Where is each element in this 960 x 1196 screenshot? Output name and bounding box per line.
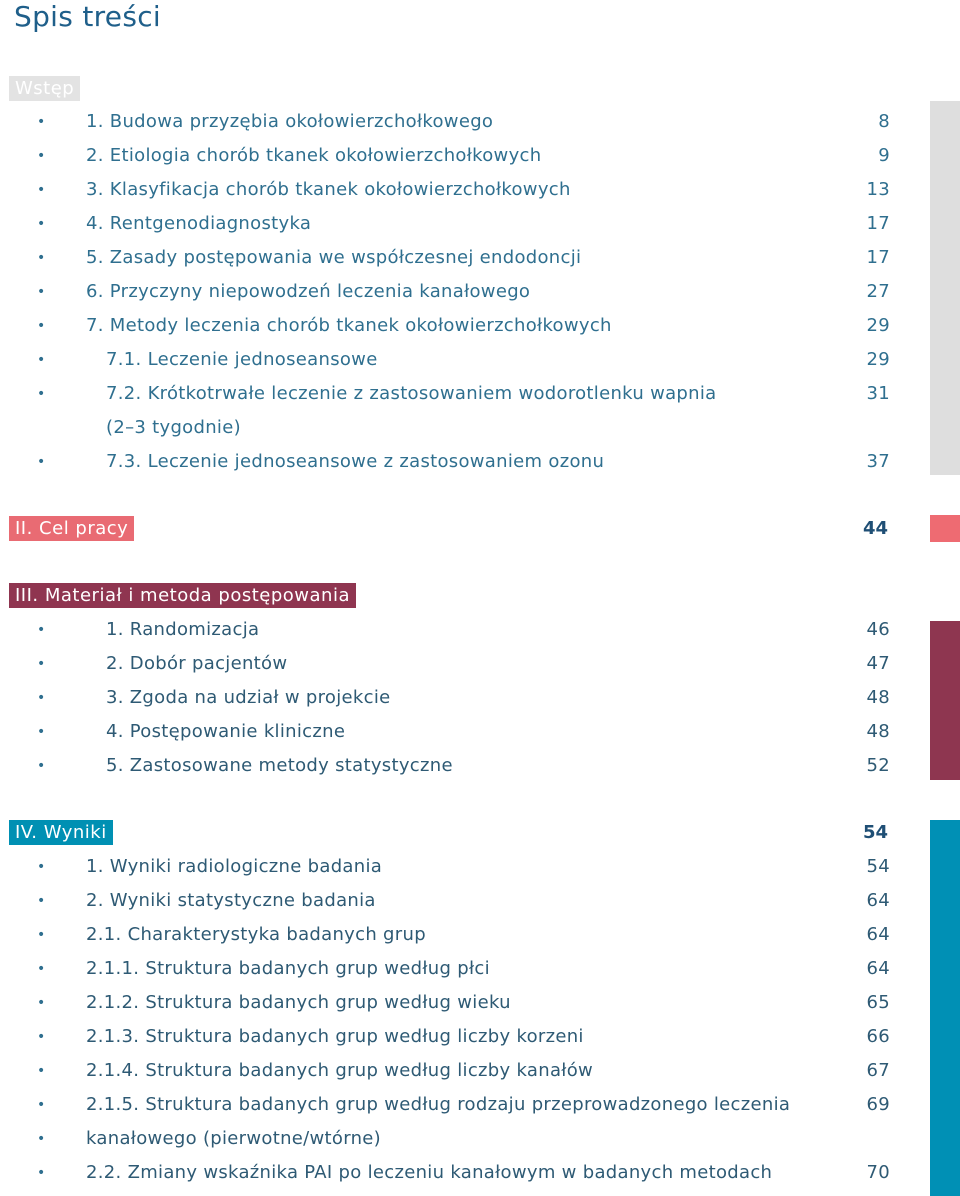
toc-entry[interactable] (0, 451, 890, 481)
toc-entry[interactable] (0, 1128, 890, 1158)
toc-entry-page: 64 (866, 958, 890, 979)
toc-entry-page: 66 (866, 1026, 890, 1047)
toc-entry[interactable] (0, 890, 890, 920)
section-page-cel: 44 (862, 518, 888, 539)
section-label-wyniki[interactable]: IV. Wyniki (9, 820, 113, 845)
toc-entry[interactable] (0, 1060, 890, 1090)
toc-entry-continuation (0, 417, 890, 447)
toc-entry-title: 2.1.5. Struktura badanych grup według rodzaju przeprowadzonego leczenia (86, 1094, 791, 1115)
toc-entry[interactable] (0, 281, 890, 311)
section-label-intro[interactable]: Wstęp (9, 76, 80, 101)
toc-entry[interactable] (0, 619, 890, 649)
bullet-icon: • (37, 148, 46, 164)
toc-entry[interactable] (0, 721, 890, 751)
toc-entry-page: 65 (866, 992, 890, 1013)
bullet-icon: • (37, 284, 46, 300)
toc-entry-page: 8 (878, 111, 890, 132)
toc-entry-page: 48 (866, 721, 890, 742)
toc-entry[interactable] (0, 1162, 890, 1192)
bullet-icon: • (37, 454, 46, 470)
toc-entry-title: 2.1. Charakterystyka badanych grup (86, 924, 426, 945)
toc-entry-title: 7.3. Leczenie jednoseansowe z zastosowaniem ozonu (106, 451, 605, 472)
toc-entry[interactable] (0, 1026, 890, 1056)
toc-entry-title: 1. Randomizacja (106, 619, 260, 640)
bullet-icon: • (37, 352, 46, 368)
bullet-icon: • (37, 1165, 46, 1181)
toc-entry-page: 29 (866, 349, 890, 370)
toc-entry-title: 3. Zgoda na udział w projekcie (106, 687, 391, 708)
toc-entry[interactable] (0, 247, 890, 277)
toc-entry-page: 46 (866, 619, 890, 640)
bullet-icon: • (37, 859, 46, 875)
bullet-icon: • (37, 1131, 46, 1147)
section-label-cel[interactable]: II. Cel pracy (9, 516, 134, 541)
toc-entry-page: 13 (866, 179, 890, 200)
toc-entry[interactable] (0, 111, 890, 141)
toc-entry[interactable] (0, 349, 890, 379)
bullet-icon: • (37, 318, 46, 334)
toc-entry[interactable] (0, 924, 890, 954)
toc-entry-title: 5. Zastosowane metody statystyczne (106, 755, 453, 776)
toc-entry[interactable] (0, 315, 890, 345)
side-tab-wyniki (930, 820, 960, 1196)
toc-entry-page: 37 (866, 451, 890, 472)
toc-entry-title: 4. Rentgenodiagnostyka (86, 213, 312, 234)
toc-entry-title: 2.1.3. Struktura badanych grup według liczby korzeni (86, 1026, 584, 1047)
bullet-icon: • (37, 216, 46, 232)
toc-entry-title: kanałowego (pierwotne/wtórne) (86, 1128, 382, 1149)
toc-entry-page: 67 (866, 1060, 890, 1081)
toc-entry-title: (2–3 tygodnie) (106, 417, 241, 438)
toc-entry-title: 2.1.4. Struktura badanych grup według liczby kanałów (86, 1060, 594, 1081)
bullet-icon: • (37, 1029, 46, 1045)
toc-entry-page: 69 (866, 1094, 890, 1115)
section-label-material[interactable]: III. Materiał i metoda postępowania (9, 583, 356, 608)
toc-entry-title: 3. Klasyfikacja chorób tkanek okołowierzchołkowych (86, 179, 571, 200)
bullet-icon: • (37, 114, 46, 130)
toc-entry-page: 29 (866, 315, 890, 336)
toc-entry[interactable] (0, 958, 890, 988)
bullet-icon: • (37, 250, 46, 266)
toc-entry[interactable] (0, 992, 890, 1022)
bullet-icon: • (37, 1097, 46, 1113)
bullet-icon: • (37, 656, 46, 672)
toc-entry-title: 2. Wyniki statystyczne badania (86, 890, 376, 911)
toc-entry[interactable] (0, 179, 890, 209)
toc-entry[interactable] (0, 213, 890, 243)
toc-entry[interactable] (0, 653, 890, 683)
toc-entry-title: 2. Dobór pacjentów (106, 653, 288, 674)
toc-entry-page: 54 (866, 856, 890, 877)
toc-entry-page: 17 (866, 213, 890, 234)
toc-entry-title: 7.2. Krótkotrwałe leczenie z zastosowaniem wodorotlenku wapnia (106, 383, 717, 404)
toc-entry-page: 17 (866, 247, 890, 268)
toc-entry[interactable] (0, 1094, 890, 1124)
toc-entry[interactable] (0, 755, 890, 785)
side-tab-intro (930, 101, 960, 475)
section-page-wyniki: 54 (862, 822, 888, 843)
toc-entry[interactable] (0, 383, 890, 413)
bullet-icon: • (37, 690, 46, 706)
bullet-icon: • (37, 386, 46, 402)
toc-entry-page: 27 (866, 281, 890, 302)
toc-entry-page: 70 (866, 1162, 890, 1183)
toc-entry-title: 5. Zasady postępowania we współczesnej endodoncji (86, 247, 582, 268)
bullet-icon: • (37, 758, 46, 774)
bullet-icon: • (37, 622, 46, 638)
toc-entry-title: 2.1.1. Struktura badanych grup według płci (86, 958, 490, 979)
toc-entry-page: 64 (866, 924, 890, 945)
toc-entry-page: 48 (866, 687, 890, 708)
toc-entry-title: 2. Etiologia chorób tkanek okołowierzchołkowych (86, 145, 542, 166)
toc-entry-title: 1. Wyniki radiologiczne badania (86, 856, 383, 877)
toc-entry-title: 7. Metody leczenia chorób tkanek okołowierzchołkowych (86, 315, 612, 336)
toc-entry-title: 2.2. Zmiany wskaźnika PAI po leczeniu kanałowym w badanych metodach (86, 1162, 773, 1183)
toc-entry-page: 47 (866, 653, 890, 674)
toc-entry-title: 7.1. Leczenie jednoseansowe (106, 349, 378, 370)
bullet-icon: • (37, 1063, 46, 1079)
toc-entry-title: 2.1.2. Struktura badanych grup według wieku (86, 992, 511, 1013)
toc-entry-page: 31 (866, 383, 890, 404)
toc-entry[interactable] (0, 145, 890, 175)
toc-entry[interactable] (0, 856, 890, 886)
toc-entry-title: 1. Budowa przyzębia okołowierzchołkowego (86, 111, 494, 132)
bullet-icon: • (37, 927, 46, 943)
bullet-icon: • (37, 961, 46, 977)
toc-entry-page: 9 (878, 145, 890, 166)
side-tab-material (930, 621, 960, 780)
page-title: Spis treści (14, 0, 161, 33)
side-tab-cel (930, 515, 960, 542)
bullet-icon: • (37, 182, 46, 198)
toc-entry-title: 4. Postępowanie kliniczne (106, 721, 346, 742)
toc-entry-page: 52 (866, 755, 890, 776)
toc-entry-title: 6. Przyczyny niepowodzeń leczenia kanałowego (86, 281, 531, 302)
toc-entry[interactable] (0, 687, 890, 717)
bullet-icon: • (37, 724, 46, 740)
bullet-icon: • (37, 893, 46, 909)
bullet-icon: • (37, 995, 46, 1011)
toc-entry-page: 64 (866, 890, 890, 911)
